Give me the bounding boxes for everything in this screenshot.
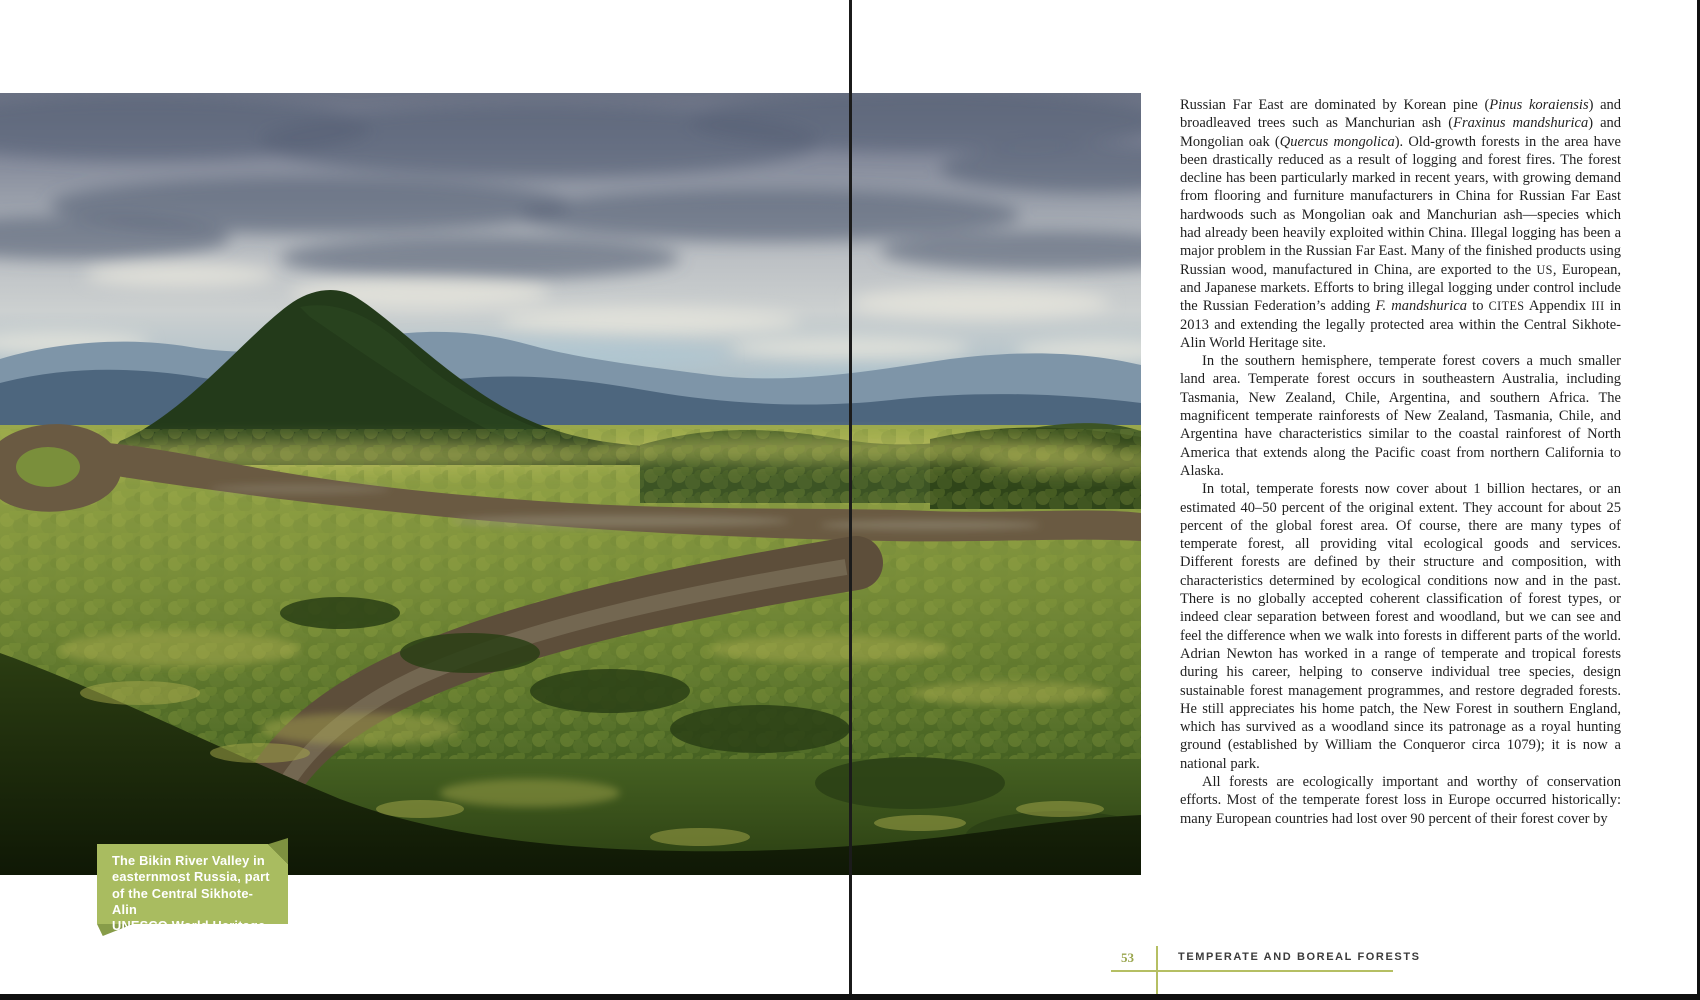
- caption-line: easternmost Russia, part: [112, 869, 270, 885]
- footer-horizontal-rule: [1111, 970, 1393, 972]
- chapter-title: TEMPERATE AND BOREAL FORESTS: [1178, 951, 1421, 963]
- landscape-photo-art: [0, 93, 1141, 875]
- scan-edge-bottom: [0, 994, 1700, 1000]
- paragraph: In total, temperate forests now cover about 1 billion hectares, or an estimated 40–50 percent of the original extent. They account for about 25 percent of the global forest area. Of course, there are many types of temperate forest, all providing vital ecological goods and services. Different forests are defined by their structure and composition, with characteristics determined by ecological conditions now and in the past. There is no globally accepted coherent classification of forest types, or indeed clear separation between forest and woodland, but we can see and feel the difference when we walk into forests in different parts of the world. Adrian Newton has worked in a range of temperate and tropical forests during his career, helping to conserve individual tree species, design sustainable forest management programmes, and restore degraded forests. He still appreciates his home patch, the New Forest in southern England, which has survived as a woodland since its patronage as a royal hunting ground (established by William the Conqueror circa 1079); it is now a national park.: [1180, 481, 1621, 772]
- paragraph: In the southern hemisphere, temperate forest covers a much smaller land area. Temperate forest occurs in southeastern Australia, including Tasmania, New Zealand, Chile, Argentina, and southern Africa. The magnificent temperate rainforests of New Zealand, Tasmania, Chile, and Argentina have characteristics similar to the coastal rainforest of North America that extends along the Pacific coast from northern California to Alaska.: [1180, 353, 1621, 479]
- footer-vertical-rule: [1156, 946, 1158, 998]
- photo-caption: [97, 844, 288, 950]
- article-text: [1180, 96, 1621, 828]
- caption-line: UNESCO World Heritage site.: [112, 918, 266, 950]
- paragraph: All forests are ecologically important and worthy of conservation efforts. Most of the temperate forest loss in Europe occurred historically: many European countries had lost over 90 percent of their forest cover by: [1180, 773, 1621, 827]
- page-number: 53: [1121, 950, 1134, 965]
- photo-bikin-river-valley: [0, 93, 1141, 875]
- photo-caption-text: [97, 844, 288, 951]
- caption-line: The Bikin River Valley in: [112, 853, 265, 868]
- paragraph: Russian Far East are dominated by Korean pine (Pinus koraiensis) and broadleaved trees such as Manchurian ash (Fraxinus mandshurica) and Mongolian oak (Quercus mongolica). Old-growth forests in the area have been drastically reduced as a result of logging and forest fires. The forest decline has been particularly marked in recent years, with growing demand from flooring and furniture manufacturers in China for Russian Far East hardwoods such as Mongolian oak and Manchurian ash—species which had already been heavily exploited within China. Illegal logging has been a major problem in the Russian Far East. Many of the finished products using Russian wood, manufactured in China, are exported to the US, European, and Japanese markets. Efforts to bring illegal logging under control include the Russian Federation’s adding F. mandshurica to CITES Appendix III in 2013 and extending the legally protected area within the Central Sikhote-Alin World Heritage site.: [1180, 97, 1622, 351]
- caption-line: of the Central Sikhote-Alin: [112, 885, 254, 917]
- page-gutter-line: [849, 0, 852, 995]
